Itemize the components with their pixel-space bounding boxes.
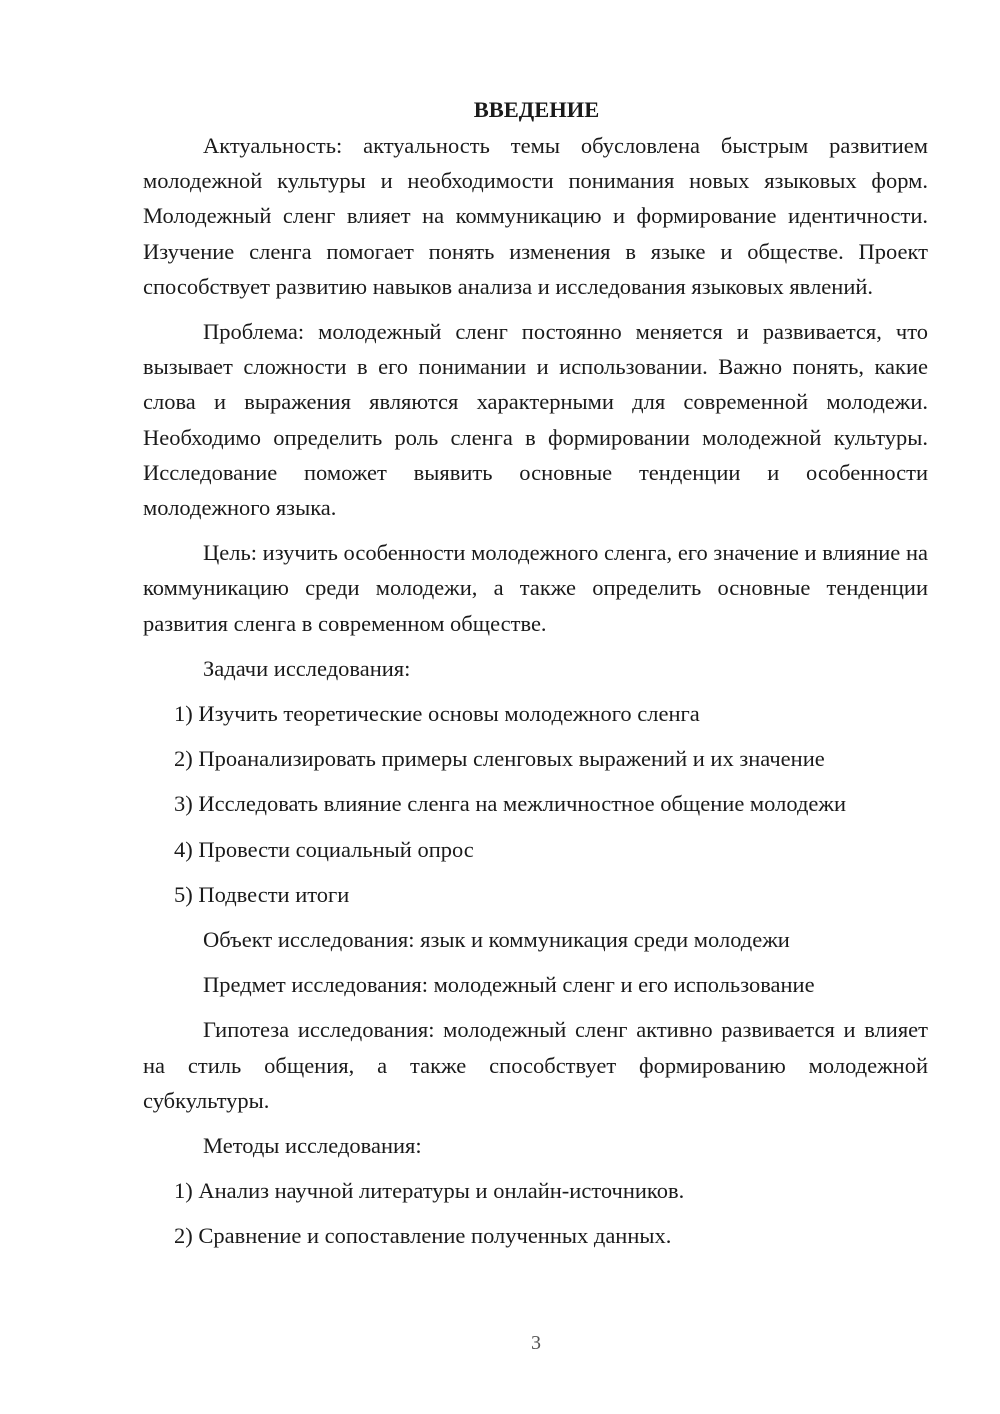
method-item-1: 1) Анализ научной литературы и онлайн-источников. (174, 1178, 685, 1204)
research-subject: Предмет исследования: молодежный сленг и его использование (203, 972, 815, 998)
hypothesis-paragraph: Гипотеза исследования: молодежный сленг активно развивается и влияет на стиль общения, а также способствует формированию молодежной субкультуры. (143, 1017, 928, 1113)
task-item-4: 4) Провести социальный опрос (174, 836, 474, 862)
methods-heading: Методы исследования: (203, 1133, 422, 1159)
task-item-5: 5) Подвести итоги (174, 881, 350, 907)
task-item-2: 2) Проанализировать примеры сленговых выражений и их значение (174, 746, 825, 772)
research-object: Объект исследования: язык и коммуникация среди молодежи (203, 927, 790, 953)
tasks-heading: Задачи исследования: (203, 655, 411, 681)
task-item-1: 1) Изучить теоретические основы молодежного сленга (174, 701, 700, 727)
problem-paragraph: Проблема: молодежный сленг постоянно меняется и развивается, что вызывает сложности в его понимании и использовании. Важно понять, какие слова и выражения являются характерными для современной молодежи. Необходимо определить роль сленга в формировании молодежной культуры. Исследование поможет выявить основные тенденции и особенности молодежного языка. (143, 319, 928, 521)
section-title: ВВЕДЕНИЕ (473, 97, 600, 122)
relevance-paragraph: Актуальность: актуальность темы обусловлена быстрым развитием молодежной культуры и необходимости понимания новых языковых форм. Молодежный сленг влияет на коммуникацию и формирование идентичности. Изучение сленга помогает понять изменения в языке и обществе. Проект способствует развитию навыков анализа и исследования языковых явлений. (143, 133, 928, 299)
page-content (143, 92, 928, 1264)
method-item-2: 2) Сравнение и сопоставление полученных данных. (174, 1223, 672, 1249)
goal-paragraph: Цель: изучить особенности молодежного сленга, его значение и влияние на коммуникацию среди молодежи, а также определить основные тенденции развития сленга в современном обществе. (143, 540, 928, 636)
task-item-3: 3) Исследовать влияние сленга на межличностное общение молодежи (174, 791, 846, 817)
page-number: 3 (531, 1332, 541, 1354)
